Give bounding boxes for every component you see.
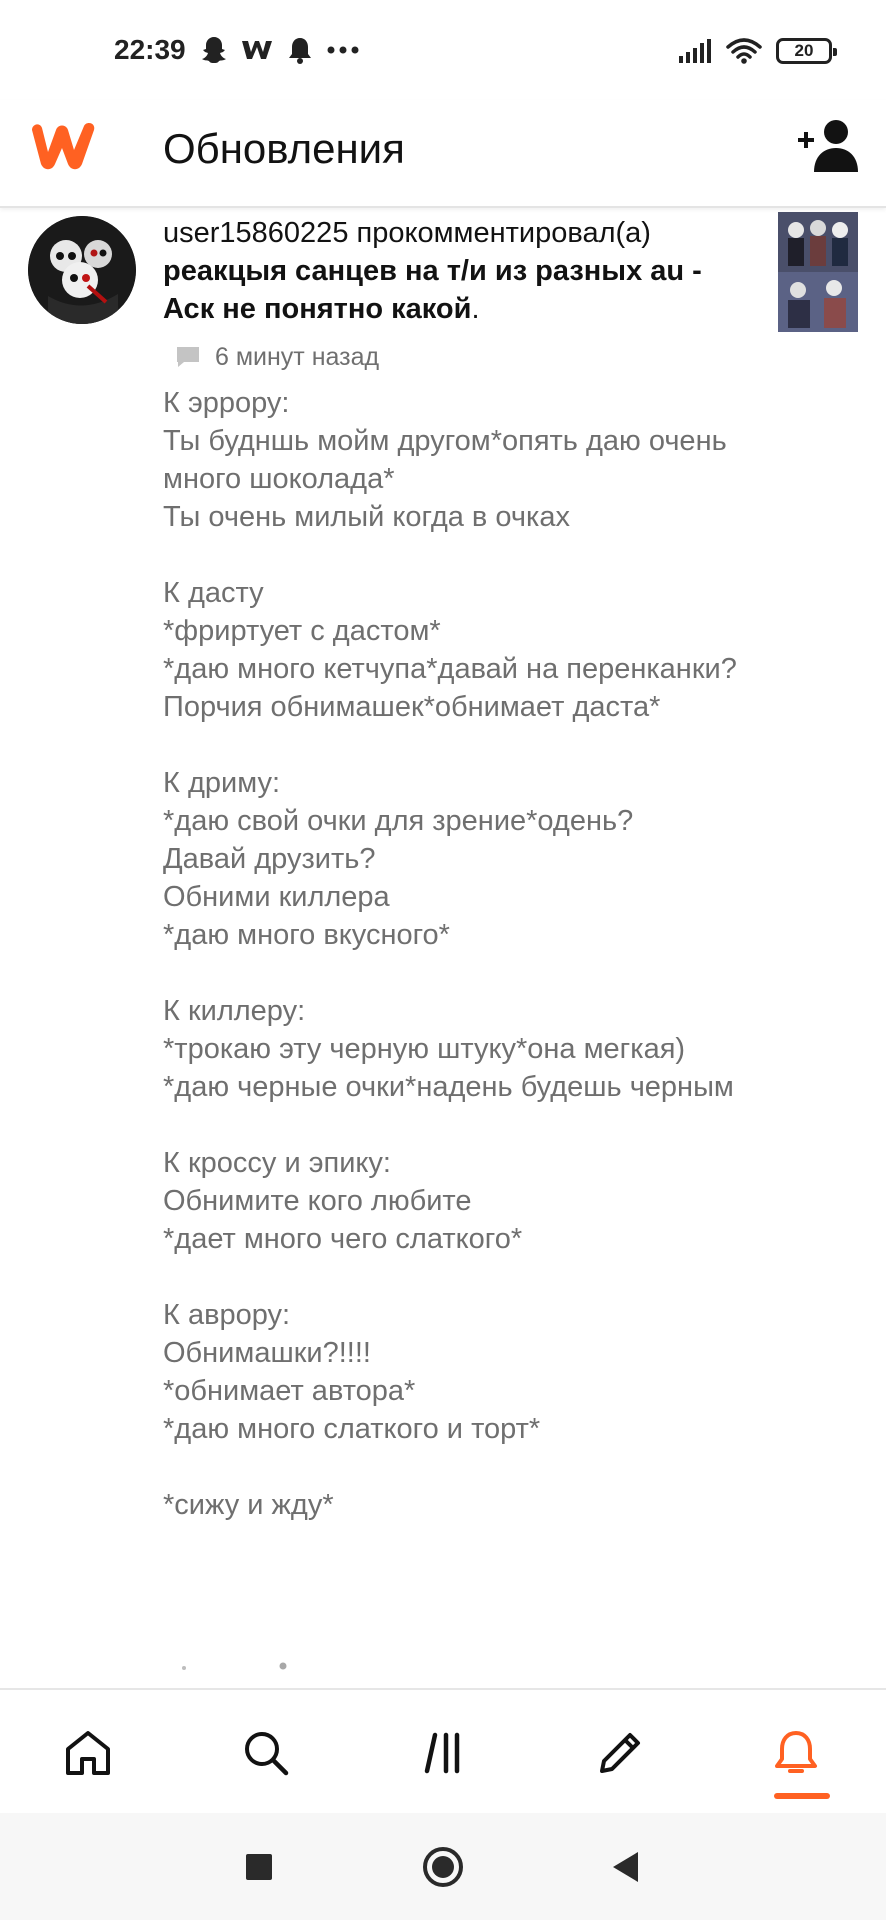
add-user-icon[interactable]	[796, 118, 858, 174]
recents-button[interactable]	[214, 1813, 304, 1920]
write-icon	[594, 1727, 646, 1779]
nav-write[interactable]	[560, 1690, 680, 1815]
more-dots-icon	[326, 45, 360, 55]
wattpad-logo[interactable]	[28, 118, 100, 174]
status-bar	[0, 0, 886, 100]
event-story-suffix: .	[471, 293, 480, 325]
truncated-content-indicator	[180, 1662, 300, 1672]
comment-icon	[175, 345, 201, 369]
nav-home[interactable]	[28, 1690, 148, 1815]
bell-icon	[286, 35, 314, 65]
event-username[interactable]: user15860225	[163, 217, 349, 249]
system-status-icons	[678, 34, 832, 68]
story-cover-thumbnail[interactable]	[778, 212, 858, 332]
nav-search[interactable]	[206, 1690, 326, 1815]
circle-icon	[421, 1845, 465, 1889]
library-icon	[418, 1727, 470, 1779]
wifi-icon	[726, 37, 762, 65]
event-timestamp: 6 минут назад	[215, 342, 380, 371]
page-title: Обновления	[163, 125, 405, 172]
active-tab-indicator	[774, 1793, 830, 1799]
square-icon	[245, 1853, 273, 1881]
event-description[interactable]	[163, 214, 753, 328]
comment-text: К эррору: Ты будншь мойм другом*опять даю очень много шоколада* Ты очень милый когда в очках К дасту *фриртует с дастом* *даю много кетчупа*давай на перенканки? Порчия обнимашек*обнимает даста* К дриму: *даю свой очки для зрение*одень? Давай друзить? Обними киллера *даю много вкусного* К киллеру: *трокаю эту черную штуку*она мегкая) *даю черные очки*надень будешь черным К кроссу и эпику: Обнимите кого любите *дает много чего слаткого* К аврору: Обнимашки?!!!! *обнимает автора* *даю много слаткого и торт* *сижу и жду*	[163, 387, 737, 1521]
bottom-navigation	[0, 1688, 886, 1813]
system-navigation-bar	[0, 1813, 886, 1920]
avatar[interactable]	[28, 216, 136, 324]
home-button[interactable]	[398, 1813, 488, 1920]
snapchat-icon	[200, 35, 228, 65]
notifications-icon	[770, 1727, 822, 1779]
wattpad-w-icon	[240, 37, 274, 63]
nav-library[interactable]	[384, 1690, 504, 1815]
notification-icons	[200, 32, 360, 68]
event-time-row	[175, 340, 379, 374]
back-triangle-icon	[610, 1850, 640, 1884]
search-icon	[240, 1727, 292, 1779]
status-time: 22:39	[114, 34, 186, 65]
back-button[interactable]	[580, 1813, 670, 1920]
battery-icon	[776, 38, 832, 64]
updates-feed	[0, 210, 886, 1688]
battery-level: 20	[794, 41, 814, 60]
nav-notifications[interactable]	[736, 1690, 856, 1815]
home-icon	[62, 1727, 114, 1779]
event-story-title[interactable]: реакцыя санцев на т/и из разных au - Аск не понятно какой	[163, 255, 702, 325]
signal-icon	[678, 38, 712, 64]
event-action: прокомментировал(а)	[348, 217, 651, 249]
app-header	[0, 100, 886, 208]
